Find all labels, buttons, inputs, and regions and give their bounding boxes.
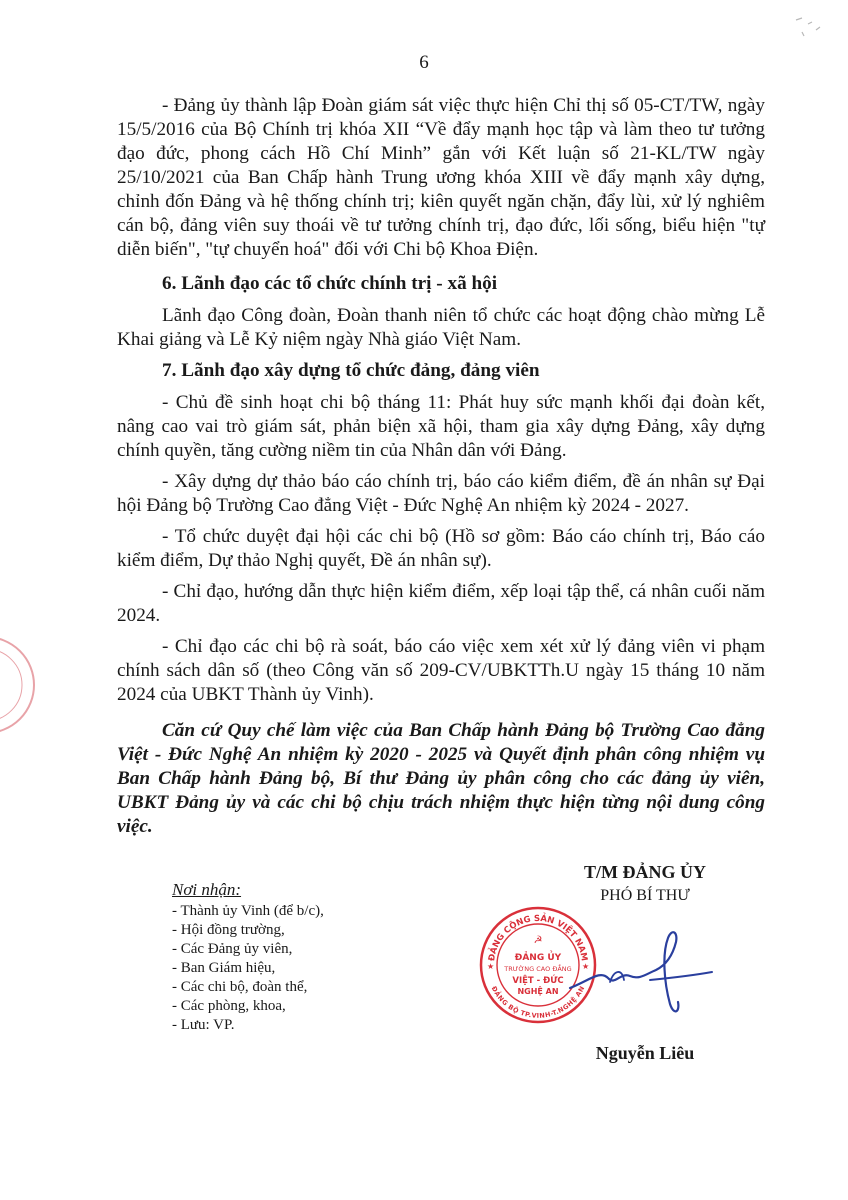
edge-stamp-icon (0, 630, 46, 740)
svg-text:☭: ☭ (533, 935, 543, 946)
section-7-item: - Xây dựng dự thảo báo cáo chính trị, báo cáo kiểm điểm, đề án nhân sự Đại hội Đảng bộ Trường Cao đẳng Việt - Đức Nghệ An nhiệm kỳ 2024 - 2027. (117, 471, 765, 516)
recipients-list (172, 880, 324, 1035)
recipient-item: - Ban Giám hiệu, (172, 960, 276, 976)
section-7-heading: 7. Lãnh đạo xây dựng tổ chức đảng, đảng viên (162, 360, 540, 381)
signature-position: PHÓ BÍ THƯ (600, 887, 690, 904)
section-7-item: - Chỉ đạo, hướng dẫn thực hiện kiểm điểm, xếp loại tập thể, cá nhân cuối năm 2024. (117, 581, 765, 626)
section-7-item: - Chủ đề sinh hoạt chi bộ tháng 11: Phát huy sức mạnh khối đại đoàn kết, nâng cao vai trò giám sát, phản biện xã hội, tham gia xây dựng Đảng, xây dựng chính quyền, tăng cường niềm tin của Nhân dân với Đảng. (117, 392, 765, 461)
svg-text:★: ★ (487, 962, 495, 971)
page-number: 6 (419, 52, 429, 73)
paragraph-supervision: - Đảng ủy thành lập Đoàn giám sát việc thực hiện Chỉ thị số 05-CT/TW, ngày 15/5/2016 của Bộ Chính trị khóa XII “Về đẩy mạnh học tập và làm theo tư tưởng đạo đức, phong cách Hồ Chí Minh” gắn với Kết luận số 21-KL/TW ngày 25/10/2021 của Ban Chấp hành Trung ương khóa XIII về đẩy mạnh xây dựng, chỉnh đốn Đảng và hệ thống chính trị; kiên quyết ngăn chặn, đẩy lùi, xử lý nghiêm cán bộ, đảng viên suy thoái về tư tưởng chính trị, đạo đức, lối sống, biểu hiện "tự diễn biến", "tự chuyển hoá" đối với Chi bộ Khoa Điện. (117, 95, 765, 260)
recipients-title: Nơi nhận: (172, 880, 242, 899)
recipient-item: - Các phòng, khoa, (172, 998, 286, 1014)
recipient-item: - Hội đồng trường, (172, 922, 285, 938)
section-6-heading: 6. Lãnh đạo các tổ chức chính trị - xã hội (162, 273, 498, 294)
section-6-text: Lãnh đạo Công đoàn, Đoàn thanh niên tổ chức các hoạt động chào mừng Lễ Khai giảng và Lễ Kỷ niệm ngày Nhà giáo Việt Nam. (117, 305, 765, 350)
document-body (117, 94, 765, 839)
svg-text:NGHỆ AN: NGHỆ AN (517, 987, 559, 996)
svg-text:TRƯỜNG CAO ĐẲNG: TRƯỜNG CAO ĐẲNG (504, 965, 572, 973)
svg-text:★: ★ (582, 962, 590, 971)
scan-mark-icon (790, 12, 830, 42)
handwritten-signature-icon (560, 920, 720, 1020)
signature-block (520, 862, 770, 905)
recipient-item: - Lưu: VP. (172, 1017, 235, 1033)
conclusion-paragraph: Căn cứ Quy chế làm việc của Ban Chấp hành Đảng bộ Trường Cao đẳng Việt - Đức Nghệ An nhiệm kỳ 2020 - 2025 và Quyết định phân công nhiệm vụ Ban Chấp hành Đảng bộ, Bí thư Đảng ủy phân công cho các đảng ủy viên, UBKT Đảng ủy và các chi bộ chịu trách nhiệm thực hiện từng nội dung công việc. (117, 720, 765, 837)
section-7-item: - Chỉ đạo các chi bộ rà soát, báo cáo việc xem xét xử lý đảng viên vi phạm chính sách dân số (theo Công văn số 209-CV/UBKTTh.U ngày 15 tháng 10 năm 2024 của UBKT Thành ủy Vinh). (117, 636, 765, 705)
svg-text:ĐẢNG ỦY: ĐẢNG ỦY (514, 953, 562, 963)
recipient-item: - Các chi bộ, đoàn thể, (172, 979, 308, 995)
signature-title: T/M ĐẢNG ỦY (584, 862, 706, 882)
signer-name: Nguyễn Liêu (595, 1043, 695, 1063)
recipient-item: - Thành ủy Vinh (để b/c), (172, 903, 324, 919)
svg-text:ĐẢNG BỘ TP.VINH-T.NGHỆ AN: ĐẢNG BỘ TP.VINH-T.NGHỆ AN (489, 984, 587, 1020)
section-7-item: - Tổ chức duyệt đại hội các chi bộ (Hồ sơ gồm: Báo cáo chính trị, Báo cáo kiểm điểm, Dự thảo Nghị quyết, Đề án nhân sự). (117, 526, 765, 571)
svg-text:VIỆT - ĐỨC: VIỆT - ĐỨC (512, 976, 564, 986)
svg-text:ĐẢNG CỘNG SẢN VIỆT NAM: ĐẢNG CỘNG SẢN VIỆT NAM (487, 913, 589, 962)
recipient-item: - Các Đảng ủy viên, (172, 941, 293, 957)
